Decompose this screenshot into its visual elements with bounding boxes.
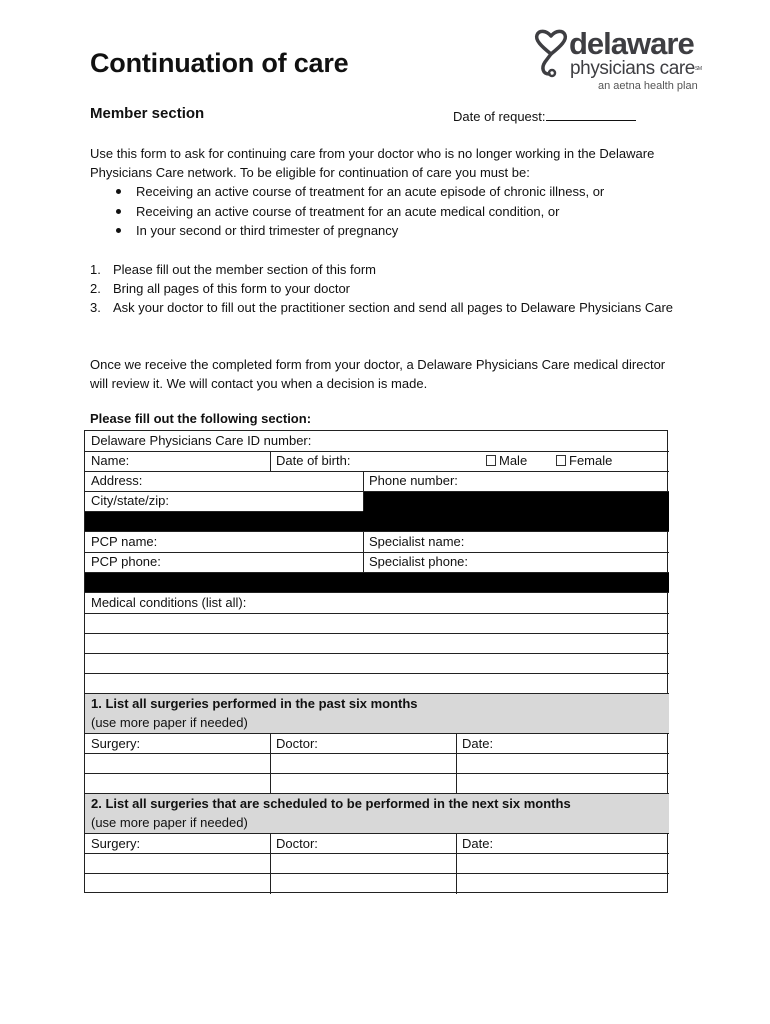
medical-conditions-line[interactable] [85, 673, 669, 693]
eligibility-list [113, 182, 604, 241]
scheduled-date-column[interactable]: Date: [462, 836, 494, 851]
medical-conditions-line[interactable] [85, 613, 669, 633]
checkbox-icon [556, 455, 566, 466]
date-of-request-field[interactable] [453, 108, 636, 124]
closing-paragraph: Once we receive the completed form from your doctor, a Delaware Physicians Care medical director will review it. We will contact you when a decision is made. [90, 357, 666, 391]
scheduled-doctor-column[interactable]: Doctor: [276, 836, 318, 851]
step-item: 3. Ask your doctor to fill out the practitioner section and send all pages to Delaware Physicians Care [90, 300, 674, 315]
service-mark: SM [694, 66, 702, 72]
logo-brand-subname: physicians care℠ [570, 58, 702, 79]
specialist-phone-field[interactable]: Specialist phone: [369, 554, 469, 569]
name-field[interactable]: Name: [91, 453, 130, 468]
date-of-request-line[interactable] [546, 108, 636, 121]
past-surgeries-note: (use more paper if needed) [91, 715, 248, 730]
blacked-out-area [85, 511, 363, 531]
delaware-physicians-care-logo [533, 26, 713, 98]
step-item: 2. Bring all pages of this form to your doctor [90, 281, 351, 296]
date-of-birth-field[interactable]: Date of birth: [276, 453, 351, 468]
steps-list [90, 260, 690, 317]
step-item: 1. Please fill out the member section of this form [90, 262, 377, 277]
city-state-zip-field[interactable]: City/state/zip: [91, 493, 170, 508]
medical-conditions-line[interactable] [85, 633, 669, 653]
form-heading: Please fill out the following section: [90, 411, 312, 426]
checkbox-icon [486, 455, 496, 466]
past-date-column[interactable]: Date: [462, 736, 494, 751]
list-item: In your second or third trimester of pregnancy [113, 221, 604, 241]
intro-paragraph: Use this form to ask for continuing care from your doctor who is no longer working in the Delaware Physicians Care network. To be eligible for continuation of care you must be: [90, 146, 655, 180]
male-checkbox[interactable]: Male [480, 451, 550, 471]
past-doctor-column[interactable]: Doctor: [276, 736, 318, 751]
member-form-table [84, 430, 668, 893]
member-section-heading: Member section [90, 105, 205, 122]
female-checkbox[interactable]: Female [550, 451, 669, 471]
address-field[interactable]: Address: [91, 473, 143, 488]
scheduled-surgery-column[interactable]: Surgery: [91, 836, 141, 851]
phone-number-field[interactable]: Phone number: [369, 473, 458, 488]
blacked-out-area [363, 491, 669, 531]
date-of-request-label: Date of request: [453, 109, 546, 124]
past-surgeries-title: 1. List all surgeries performed in the past six months [91, 696, 418, 711]
logo-tagline: an aetna health plan [598, 80, 698, 92]
pcp-phone-field[interactable]: PCP phone: [91, 554, 161, 569]
list-item: Receiving an active course of treatment for an acute medical condition, or [113, 202, 604, 222]
medical-conditions-line[interactable] [85, 653, 669, 673]
pcp-name-field[interactable]: PCP name: [91, 534, 158, 549]
specialist-name-field[interactable]: Specialist name: [369, 534, 465, 549]
list-item: Receiving an active course of treatment for an acute episode of chronic illness, or [113, 182, 604, 202]
scheduled-surgeries-title: 2. List all surgeries that are scheduled to be performed in the next six months [91, 796, 571, 811]
past-surgery-column[interactable]: Surgery: [91, 736, 141, 751]
id-number-field[interactable]: Delaware Physicians Care ID number: [91, 433, 312, 448]
scheduled-surgeries-note: (use more paper if needed) [91, 815, 248, 830]
blacked-out-area [85, 572, 669, 592]
logo-brand-name: delaware [569, 26, 694, 61]
medical-conditions-field[interactable]: Medical conditions (list all): [91, 595, 247, 610]
page-title: Continuation of care [90, 48, 349, 78]
heart-stethoscope-icon [533, 28, 569, 80]
